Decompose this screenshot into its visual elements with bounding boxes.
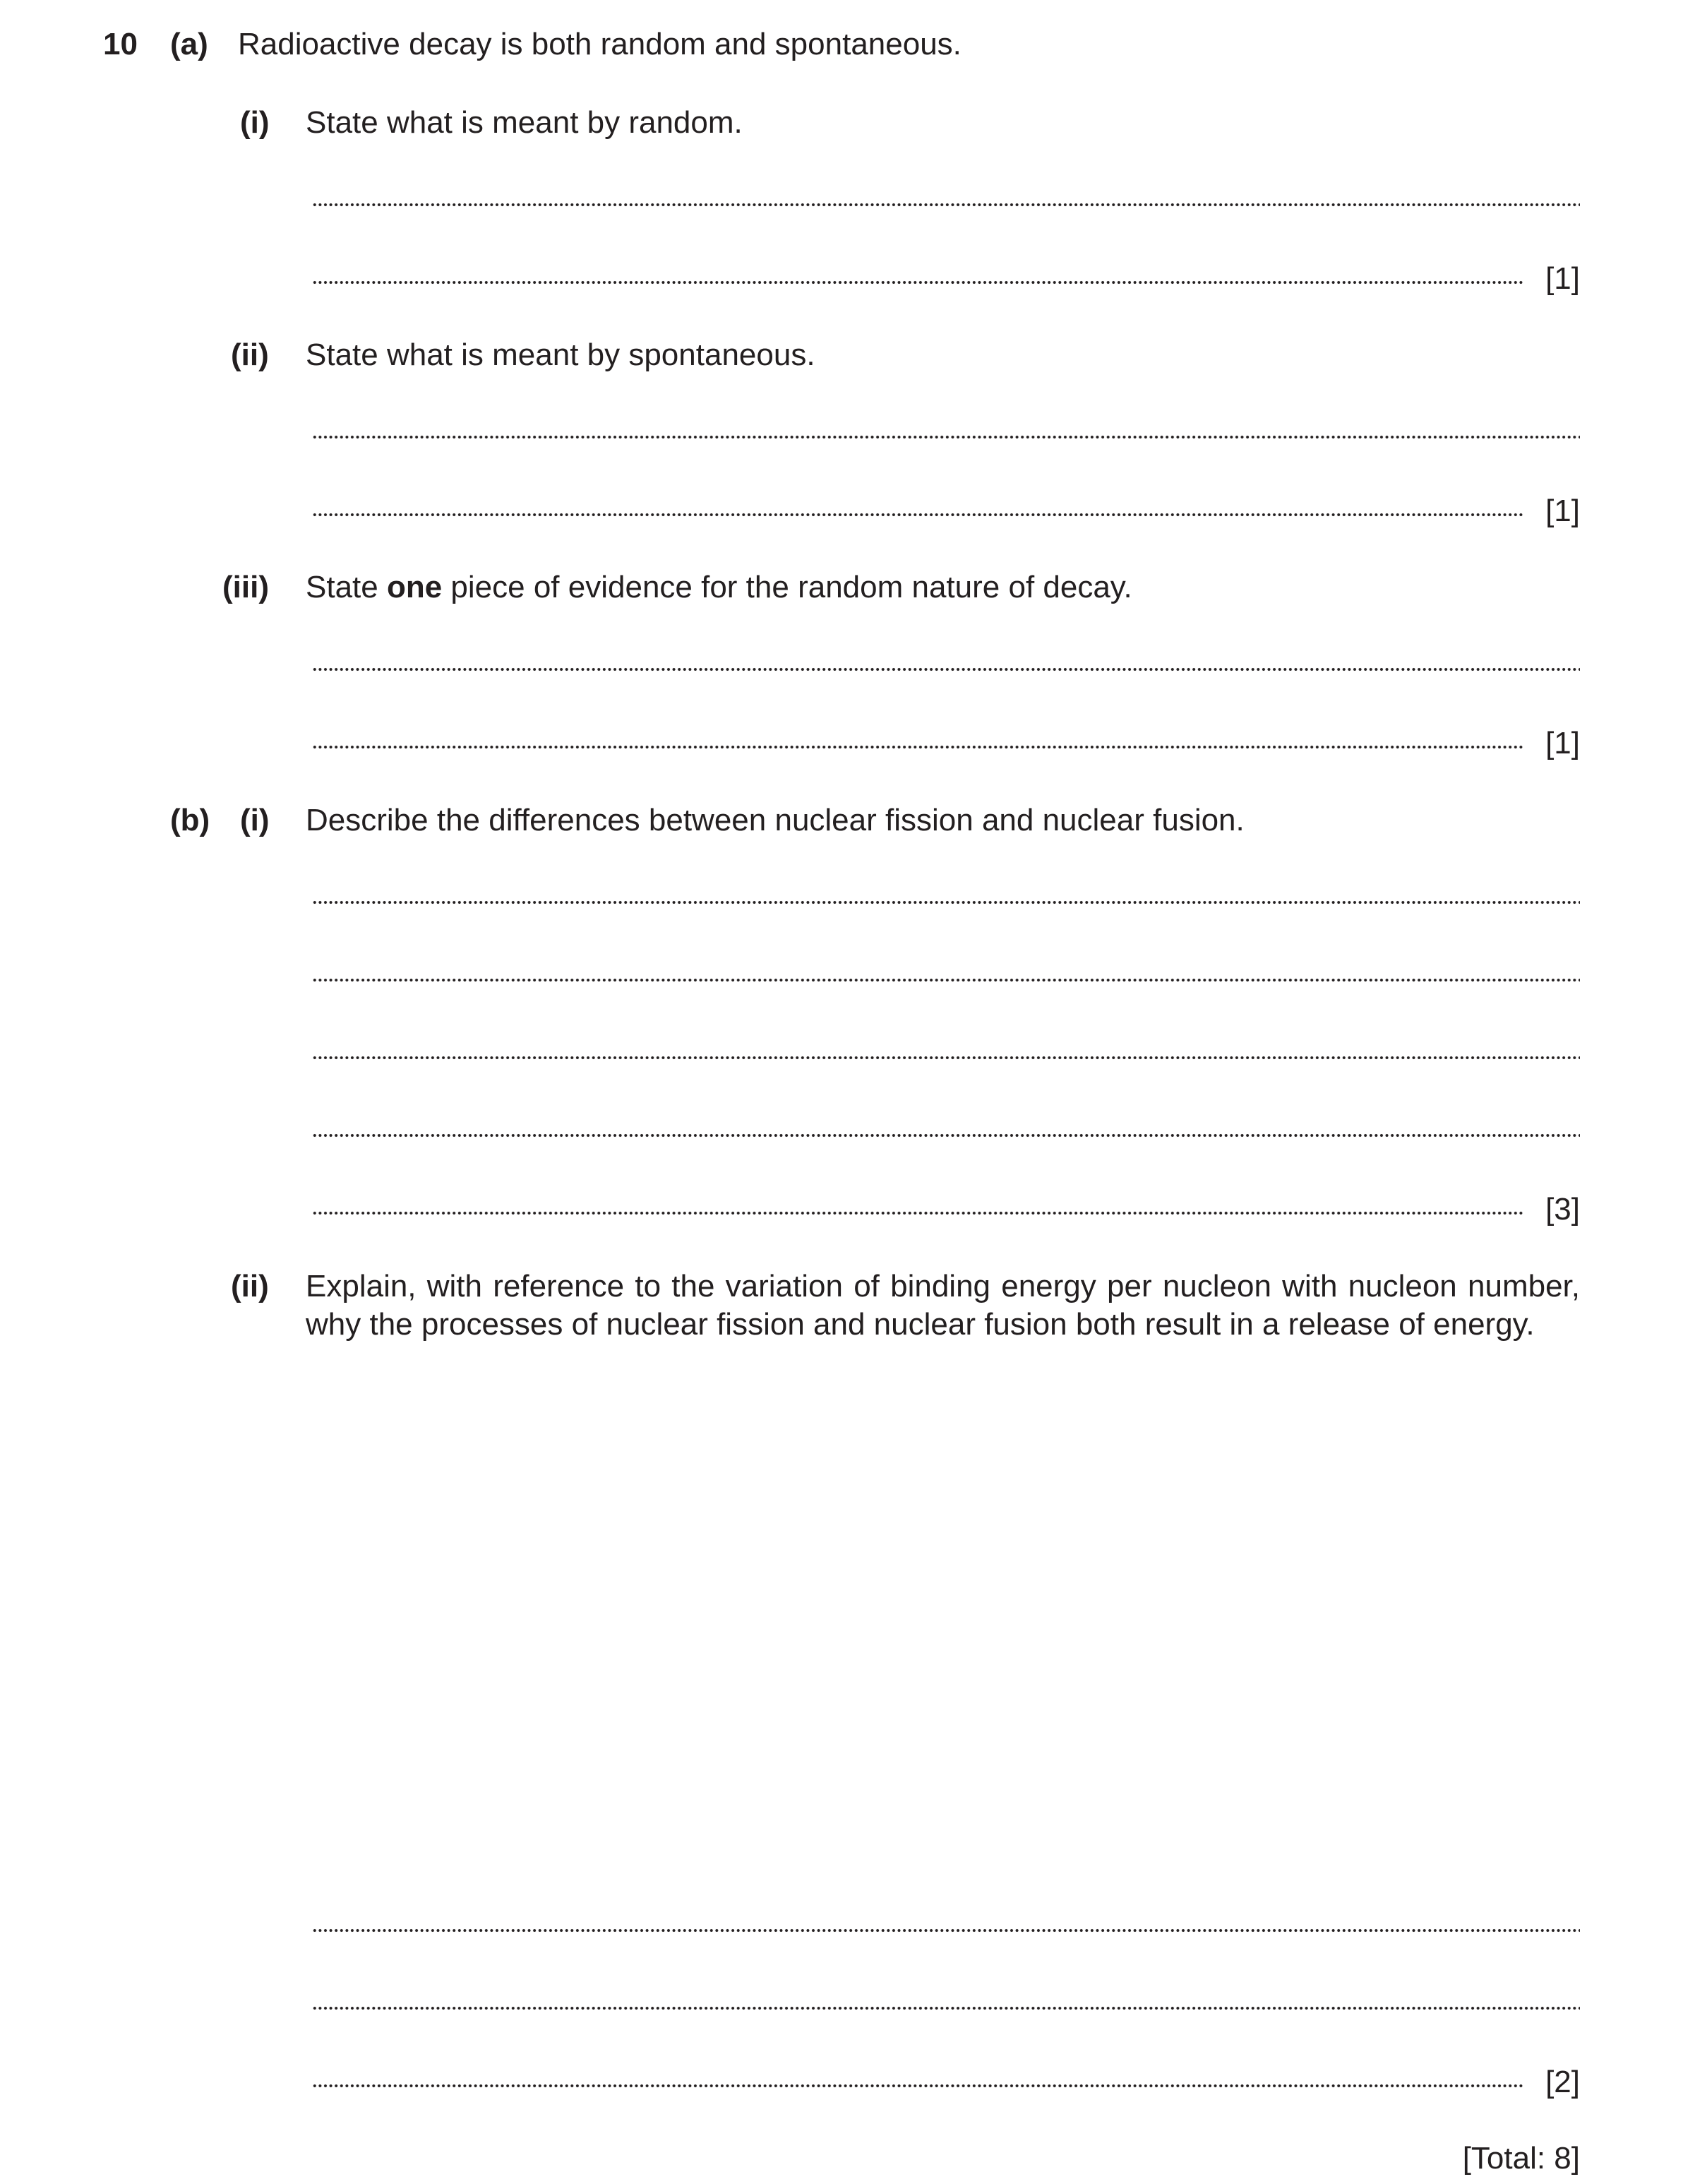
part-b-ii-label: (ii)	[231, 1269, 269, 1303]
answer-line[interactable]	[312, 977, 1580, 983]
part-a-ii-label: (ii)	[231, 338, 269, 372]
answer-line[interactable]	[312, 1210, 1523, 1216]
answer-line[interactable]	[312, 1055, 1580, 1061]
marks-label: [1]	[1545, 726, 1580, 760]
part-a-stem: Radioactive decay is both random and spontaneous.	[238, 27, 962, 61]
answer-line[interactable]	[312, 1928, 1580, 1933]
answer-line[interactable]	[312, 667, 1580, 672]
answer-line[interactable]	[312, 202, 1580, 208]
total-marks: [Total: 8]	[1462, 2141, 1580, 2176]
answer-line[interactable]	[312, 2005, 1580, 2011]
text-emphasis: one	[386, 570, 443, 604]
part-a-label: (a)	[170, 27, 208, 61]
text-segment: piece of evidence for the random nature of decay.	[442, 570, 1132, 604]
answer-line[interactable]	[312, 1133, 1580, 1138]
answer-line[interactable]	[312, 512, 1523, 518]
answer-line[interactable]	[312, 744, 1523, 750]
part-a-i-label: (i)	[240, 105, 270, 140]
answer-line[interactable]	[312, 900, 1580, 905]
marks-label: [2]	[1545, 2065, 1580, 2099]
part-b-i-text: Describe the differences between nuclear fission and nuclear fusion.	[306, 803, 1245, 837]
marks-label: [3]	[1545, 1192, 1580, 1227]
part-b-label: (b)	[170, 803, 210, 837]
answer-line[interactable]	[312, 280, 1523, 285]
answer-line[interactable]	[312, 434, 1580, 440]
marks-label: [1]	[1545, 494, 1580, 528]
part-b-i-label: (i)	[240, 803, 270, 837]
part-a-ii-text: State what is meant by spontaneous.	[306, 338, 815, 372]
answer-line[interactable]	[312, 2083, 1523, 2089]
part-a-i-text: State what is meant by random.	[306, 105, 743, 140]
text-segment: State	[306, 570, 387, 604]
question-number: 10	[103, 27, 138, 61]
part-a-iii-text	[306, 568, 1132, 607]
part-a-iii-label: (iii)	[222, 570, 269, 604]
part-b-ii-text: Explain, with reference to the variation of binding energy per nucleon with nucleon number, why the processes of nuclear fission and nuclear fusion both result in a release of energy.	[306, 1269, 1580, 1342]
marks-label: [1]	[1545, 261, 1580, 296]
